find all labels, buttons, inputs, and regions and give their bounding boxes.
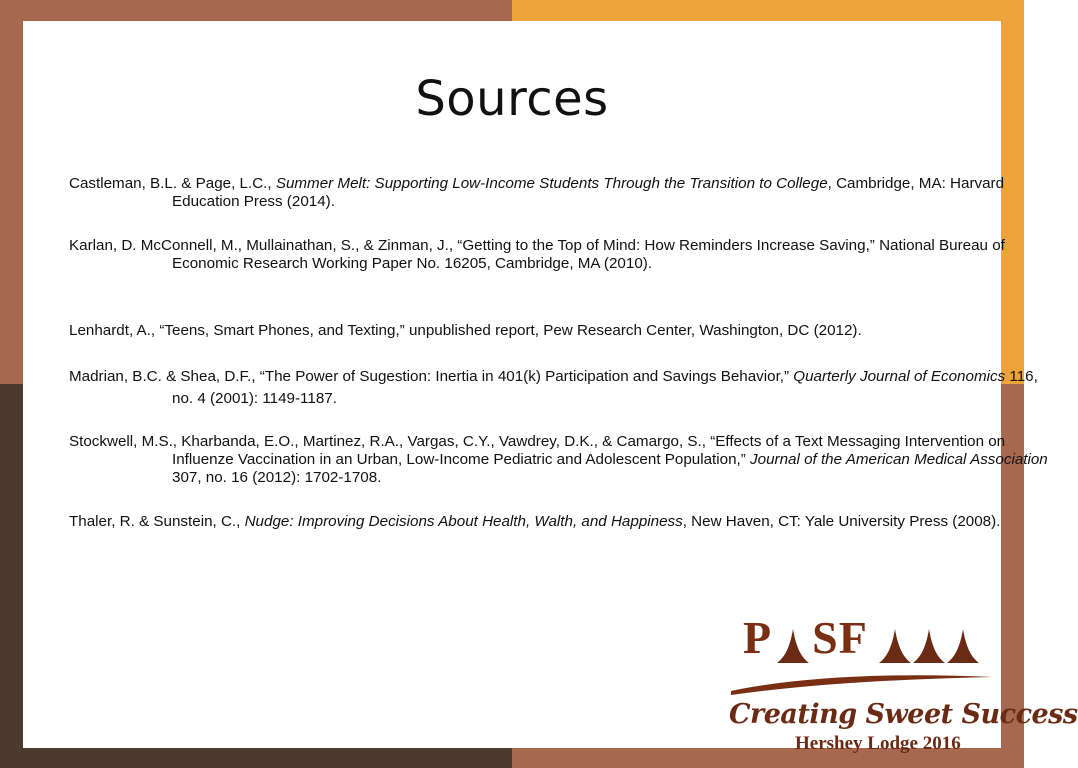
chocolate-kiss-icon xyxy=(879,629,911,663)
chocolate-kiss-icon xyxy=(913,629,945,663)
logo-swoosh xyxy=(731,675,993,695)
reference-thaler xyxy=(69,513,1062,531)
reference-details: , New Haven, CT: Yale University Press (2008). xyxy=(682,513,1001,530)
reference-title: Nudge: Improving Decisions About Health, Walth, and Happiness xyxy=(244,513,683,530)
reference-author: Stockwell, M.S., Kharbanda, E.O., Martinez, R.A., Vargas, C.Y., Vawdrey, D.K., & Camargo, S., “Effects of a Text Messaging Intervention on Influenze Vaccination in an Urban, Low-Income Pediatric and Adolescent Population,” xyxy=(69,433,1006,468)
reference-text: Lenhardt, A., “Teens, Smart Phones, and Texting,” unpublished report, Pew Research Center, Washington, DC (2012). xyxy=(69,322,862,339)
reference-title: Journal of the American Medical Association xyxy=(750,451,1048,468)
reference-title: Quarterly Journal of Economics xyxy=(793,368,1006,385)
reference-details: , Cambridge, MA: Harvard Education Press (2014). xyxy=(172,175,1005,210)
reference-stockwell xyxy=(69,433,1062,487)
chocolate-kiss-icons xyxy=(707,611,997,701)
reference-details: 307, no. 16 (2012): 1702-1708. xyxy=(172,469,382,486)
slide-content xyxy=(23,21,1078,754)
reference-author: Madrian, B.C. & Shea, D.F., “The Power of Sugestion: Inertia in 401(k) Participation and Savings Behavior,” xyxy=(69,368,794,385)
reference-author: Castleman, B.L. & Page, L.C., xyxy=(69,175,276,192)
reference-madrian xyxy=(69,366,1062,410)
logo-subline: Hershey Lodge 2016 xyxy=(795,733,961,754)
reference-karlan xyxy=(69,237,1062,273)
slide-title: Sources xyxy=(415,71,609,127)
logo-tagline: Creating Sweet Success xyxy=(729,699,1078,730)
reference-text: Karlan, D. McConnell, M., Mullainathan, S., & Zinman, J., “Getting to the Top of Mind: How Reminders Increase Saving,” National Bureau of Economic Research Working Paper No. 16205, Cambridge, MA (2010). xyxy=(69,237,1005,272)
chocolate-kiss-icon xyxy=(947,629,979,663)
reference-author: Thaler, R. & Sunstein, C., xyxy=(69,513,245,530)
reference-title: Summer Melt: Supporting Low-Income Students Through the Transition to College xyxy=(275,175,828,192)
chocolate-kiss-icon xyxy=(777,629,809,663)
logo-letter-p: P xyxy=(743,612,773,663)
logo-letters-sf: SF xyxy=(812,612,868,663)
reference-details: 116, no. 4 (2001): 1149-1187. xyxy=(172,368,1038,407)
reference-lenhardt xyxy=(69,322,1062,340)
reference-castleman xyxy=(69,175,1062,211)
pasfaa-logo xyxy=(707,611,1078,754)
